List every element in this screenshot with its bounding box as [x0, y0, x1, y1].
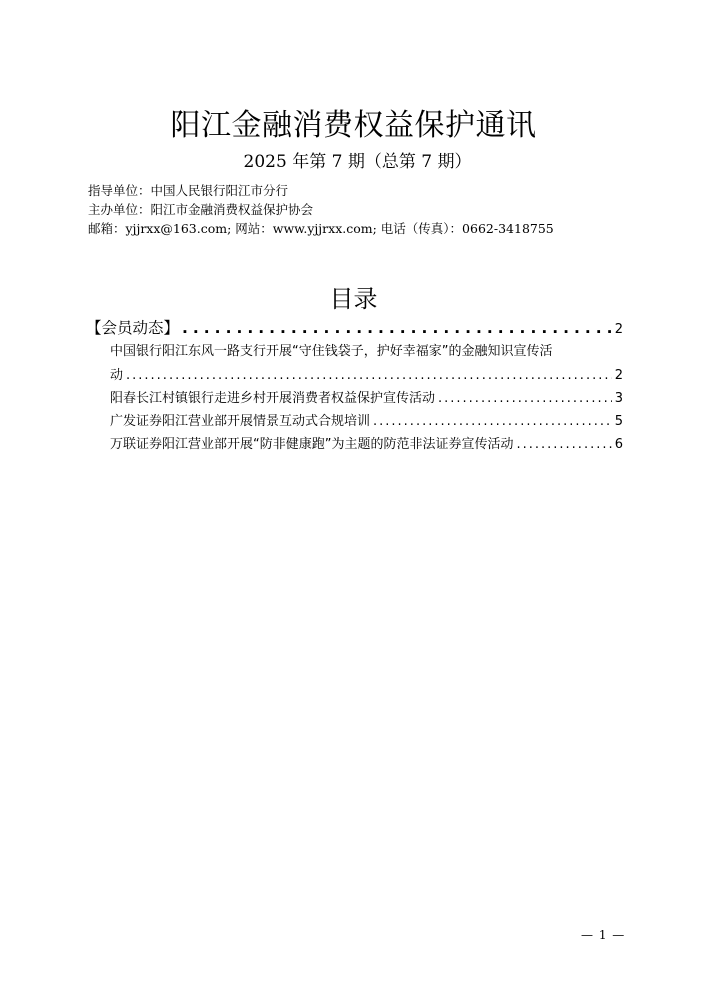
toc-item-label: 中国银行阳江东风一路支行开展“守住钱袋子，护好幸福家”的金融知识宣传活 — [110, 344, 553, 359]
toc-page-number: 2 — [614, 322, 623, 337]
toc-item-3[interactable] — [86, 410, 623, 433]
toc-item-label: 万联证券阳江营业部开展“防非健康跑”为主题的防范非法证券宣传活动 — [110, 437, 514, 452]
toc-item-label: 阳春长江村镇银行走进乡村开展消费者权益保护宣传活动 — [110, 391, 436, 406]
toc-leader — [438, 387, 612, 410]
toc-page-number: 6 — [614, 437, 623, 452]
toc-item-1-line1[interactable] — [86, 340, 623, 364]
toc-heading: 目录 — [329, 285, 378, 313]
toc-page-number: 3 — [614, 391, 623, 406]
issue-number: 2025 年第 7 期（总第 7 期） — [243, 152, 472, 172]
toc-item-2[interactable] — [86, 387, 623, 410]
toc-item-label-continued: 动 — [110, 368, 124, 383]
host-unit: 主办单位：阳江市金融消费权益保护协会 — [88, 202, 314, 217]
page-number-footer: — 1 — — [581, 928, 626, 942]
page-title: 阳江金融消费权益保护通讯 — [170, 108, 537, 143]
contact-info: 邮箱：yjjrxx@163.com; 网站：www.yjjrxx.com; 电话（传真）：0662-3418755 — [88, 221, 554, 236]
toc-page-number: 5 — [614, 414, 623, 429]
guide-unit: 指导单位：中国人民银行阳江市分行 — [88, 183, 289, 198]
toc-item-4[interactable] — [86, 433, 623, 456]
toc-section-member-news[interactable] — [86, 316, 623, 340]
toc-item-1-line2[interactable] — [86, 364, 623, 387]
publication-info — [88, 181, 554, 238]
toc-leader — [126, 364, 612, 387]
toc-section-label: 【会员动态】 — [86, 319, 180, 337]
toc-item-label: 广发证券阳江营业部开展情景互动式合规培训 — [110, 414, 371, 429]
toc-page-number: 2 — [614, 368, 623, 383]
table-of-contents — [86, 316, 623, 456]
toc-leader — [373, 410, 612, 433]
toc-leader — [516, 433, 611, 456]
toc-leader — [182, 316, 612, 340]
